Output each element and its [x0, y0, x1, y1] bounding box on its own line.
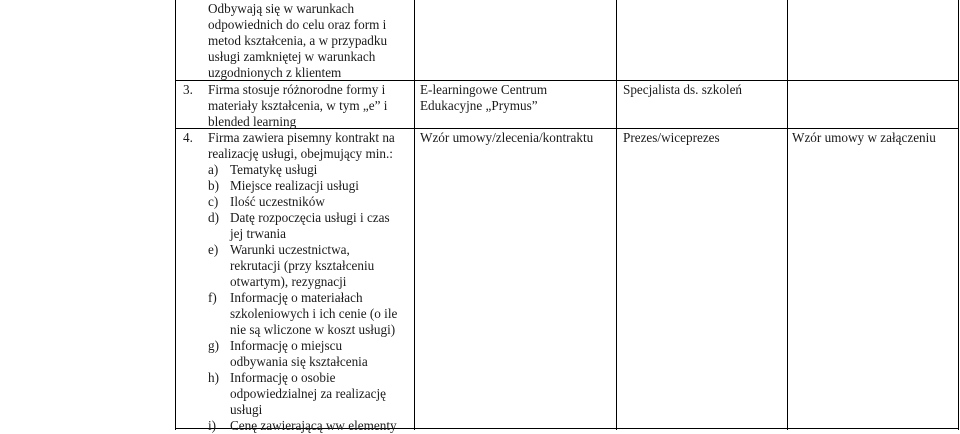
text-line: Edukacyjne „Prymus”: [420, 98, 538, 113]
list-item-text: Cenę zawierającą ww elementy: [230, 418, 397, 433]
list-item-continuation: szkoleniowych i ich cenie (o ile: [230, 306, 398, 321]
row4-remarks: Wzór umowy w załączeniu: [792, 130, 936, 145]
list-item: [208, 210, 413, 226]
row4-responsible: Prezes/wiceprezes: [623, 130, 720, 145]
text-line: Odbywają się w warunkach: [208, 1, 355, 16]
text-line: materiały kształcenia, w tym „e” i: [208, 98, 388, 113]
row3-number: 3.: [183, 82, 193, 97]
row-top-text: [208, 1, 413, 81]
list-item: [208, 290, 413, 306]
text-line: odpowiednich do celu oraz form i: [208, 17, 387, 32]
table-border-left: [175, 0, 176, 430]
list-item-text: Tematykę usługi: [230, 162, 318, 177]
text-line: uzgodnionych z klientem: [208, 65, 342, 80]
text-line: Firma zawiera pisemny kontrakt na: [208, 130, 395, 145]
row4-evidence: Wzór umowy/zlecenia/kontraktu: [420, 130, 594, 145]
column-divider: [414, 0, 415, 430]
text-line: E-learningowe Centrum: [420, 82, 548, 97]
list-item-text: Miejsce realizacji usługi: [230, 178, 359, 193]
list-item-continuation: rekrutacji (przy kształceniu: [230, 258, 375, 273]
column-divider: [787, 0, 788, 430]
list-item: [208, 242, 413, 258]
list-item: [208, 418, 413, 434]
text-line: blended learning: [208, 114, 297, 129]
list-item-continuation: otwartym), rezygnacji: [230, 274, 347, 289]
list-item: [208, 338, 413, 354]
row3-responsible: Specjalista ds. szkoleń: [623, 82, 743, 97]
list-item-continuation: usługi: [230, 402, 263, 417]
list-item-continuation: nie są wliczone w koszt usługi): [230, 322, 396, 337]
row3-description: [208, 82, 413, 130]
list-item-text: Warunki uczestnictwa,: [230, 242, 350, 257]
text-line: realizację usługi, obejmujący min.:: [208, 146, 393, 161]
list-item: [208, 370, 413, 386]
list-item-letter: d): [208, 210, 219, 225]
contract-items-list: [208, 162, 413, 434]
list-item-continuation: odbywania się kształcenia: [230, 354, 368, 369]
list-item: [208, 194, 413, 210]
text-line: Firma stosuje różnorodne formy i: [208, 82, 386, 97]
row3-evidence: [420, 82, 614, 114]
list-item: [208, 178, 413, 194]
list-item-letter: b): [208, 178, 219, 193]
list-item-letter: c): [208, 194, 219, 209]
list-item-text: Datę rozpoczęcia usługi i czas: [230, 210, 390, 225]
list-item-continuation: jej trwania: [230, 226, 287, 241]
list-item-letter: a): [208, 162, 219, 177]
list-item-text: Informację o osobie: [230, 370, 336, 385]
list-item-continuation: odpowiedzialnej za realizację: [230, 386, 386, 401]
list-item-text: Informację o miejscu: [230, 338, 343, 353]
text-line: usługi zamkniętej w warunkach: [208, 49, 376, 64]
text-line: metod kształcenia, a w przypadku: [208, 33, 388, 48]
list-item-letter: e): [208, 242, 219, 257]
table-border-right: [958, 0, 959, 430]
list-item-text: Ilość uczestników: [230, 194, 325, 209]
row4-description: [208, 130, 413, 162]
row4-number: 4.: [183, 130, 193, 145]
list-item-letter: g): [208, 338, 219, 353]
list-item-letter: h): [208, 370, 219, 385]
column-divider: [616, 0, 617, 430]
list-item: [208, 162, 413, 178]
list-item-letter: i): [208, 418, 217, 433]
list-item-letter: f): [208, 290, 217, 305]
list-item-text: Informację o materiałach: [230, 290, 363, 305]
